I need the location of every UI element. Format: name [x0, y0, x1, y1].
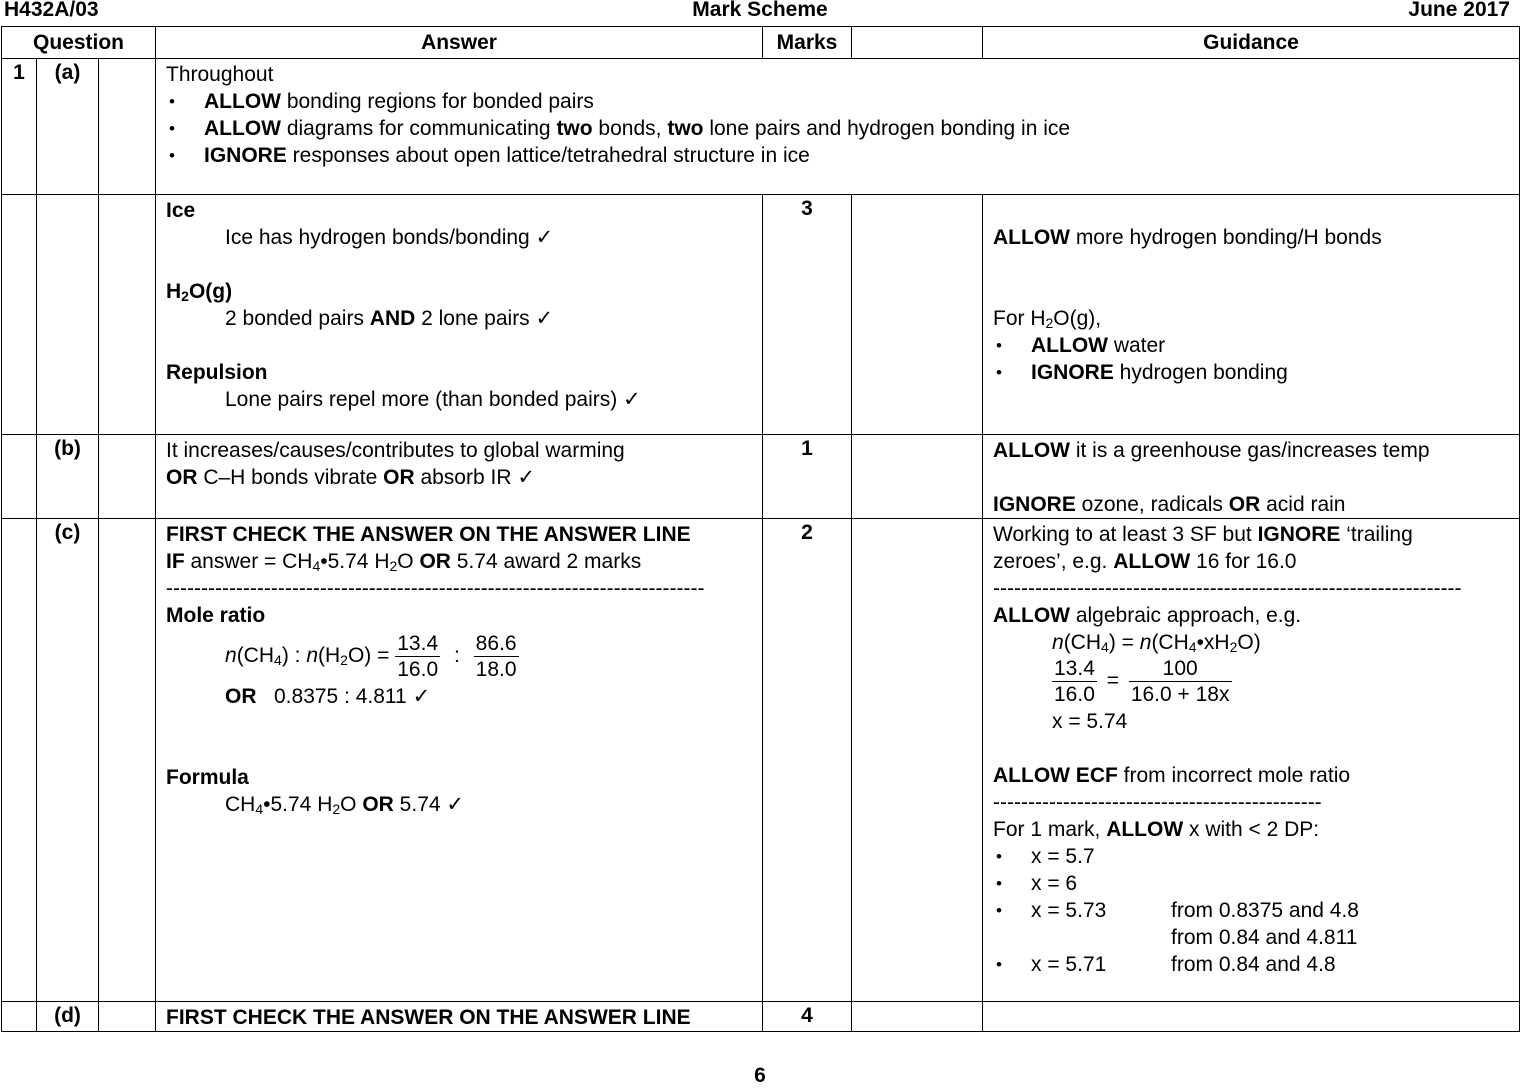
list-item: • ALLOW water	[993, 332, 1519, 359]
col-blank	[852, 27, 983, 59]
question-number: 1	[2, 59, 37, 195]
list-item: • x = 5.71 from 0.84 and 4.8	[993, 951, 1519, 978]
table-row	[2, 1002, 1520, 1032]
table-row	[2, 195, 1520, 435]
list-item: • ALLOW diagrams for communicating two bonds, two lone pairs and hydrogen bonding in ice	[166, 115, 1519, 142]
question-part: (d)	[37, 1002, 99, 1032]
list-item: • x = 5.7	[993, 843, 1519, 870]
throughout-list	[166, 88, 1519, 169]
page-number: 6	[754, 1064, 766, 1087]
divider: -----------------------------------------------	[993, 791, 1322, 814]
col-guidance: Guidance	[983, 27, 1520, 59]
answer-cell: Ice Ice has hydrogen bonds/bonding ✓ $H_2O(g)$ 2 bonded pairs AND 2 lone pairs ✓ Repulsion Lone pairs repel more (than bonded pairs) ✓	[156, 195, 763, 435]
guidance-cell: ALLOW it is a greenhouse gas/increases temp IGNORE ozone, radicals OR acid rain	[983, 435, 1520, 519]
table-row	[2, 435, 1520, 519]
throughout-note: Throughout • ALLOW bonding regions for bonded pairs • ALLOW diagrams for communicating two bonds, two lone pairs and hydrogen bonding in ice • IGNORE responses about open lattice/tetrahedral structure in ice	[156, 59, 1520, 195]
list-item: • IGNORE responses about open lattice/tetrahedral structure in ice	[166, 142, 1519, 169]
marks-cell: 3	[763, 195, 852, 435]
guidance-cell: ALLOW more hydrogen bonding/H bonds For $H_2O(g)$, • ALLOW water • IGNORE hydrogen bonding	[983, 195, 1520, 435]
list-item: • ALLOW bonding regions for bonded pairs	[166, 88, 1519, 115]
answer-cell: It increases/causes/contributes to global warming OR C–H bonds vibrate OR absorb IR ✓	[156, 435, 763, 519]
table-row	[2, 59, 1520, 195]
question-part: (a)	[37, 59, 99, 195]
doc-title: Mark Scheme	[692, 0, 828, 21]
fraction: $\frac{100}{16.0 + 18x}$	[1130, 657, 1230, 706]
doc-date: June 2017	[1408, 0, 1510, 21]
table-header-row	[2, 27, 1520, 59]
col-answer: Answer	[156, 27, 763, 59]
fraction: $\frac{86.6}{18.0}$	[475, 631, 517, 681]
table-row	[2, 519, 1520, 1002]
answer-cell: FIRST CHECK THE ANSWER ON THE ANSWER LINE IF answer = $CH_4•5.74$ $H_2O$ OR 5.74 award 2 marks ----------------------------------------------------------------------------- Mole ratio $n(CH_4)$ : $n(H_2O)$ = $\frac{13.4}{16.0}$ : $\frac{86.6}{18.0}$ OR 0.8375 : 4.811 ✓ Formula $CH_4•5.74$ $H_2O$ OR 5.74 ✓	[156, 519, 763, 1002]
doc-code: H432A/03	[4, 0, 99, 21]
col-question: Question	[2, 27, 156, 59]
answer-cell: FIRST CHECK THE ANSWER ON THE ANSWER LINE	[156, 1002, 763, 1032]
divider: -----------------------------------------------------------------------------	[166, 577, 705, 600]
question-part: (b)	[37, 435, 99, 519]
list-item: • x = 5.73 from 0.8375 and 4.8 from 0.84 and 4.811	[993, 897, 1519, 951]
mark-scheme-table	[1, 26, 1520, 1032]
col-marks: Marks	[763, 27, 852, 59]
fraction: $\frac{13.4}{16.0}$	[397, 631, 439, 681]
divider: -------------------------------------------------------------------	[993, 577, 1462, 600]
fraction: $\frac{13.4}{16.0}$	[1054, 657, 1095, 706]
question-part: (c)	[37, 519, 99, 1002]
marks-cell: 1	[763, 435, 852, 519]
marks-cell: 4	[763, 1002, 852, 1032]
list-item: • IGNORE hydrogen bonding	[993, 359, 1519, 386]
marks-cell: 2	[763, 519, 852, 1002]
list-item: • x = 6	[993, 870, 1519, 897]
guidance-cell: Working to at least 3 SF but IGNORE ‘trailing zeroes’, e.g. ALLOW 16 for 16.0 ------------------------------------------------------------------- ALLOW algebraic approach, e.g. $n(CH_4)$ = $n(CH_4•xH_2O)$ $\frac{13.4}{16.0}$ = $\frac{100}{16.0 + 18x}$ x = 5.74 ALLOW ECF from incorrect mole ratio ----------------------------------------------- For 1 mark, ALLOW x with < 2 DP: • x = 5.7 • x = 6 • x = 5.73 from 0.8375 and 4.8 from 0.84 and 4.811 • x = 5.71 from 0.84 and 4.8	[983, 519, 1520, 1002]
